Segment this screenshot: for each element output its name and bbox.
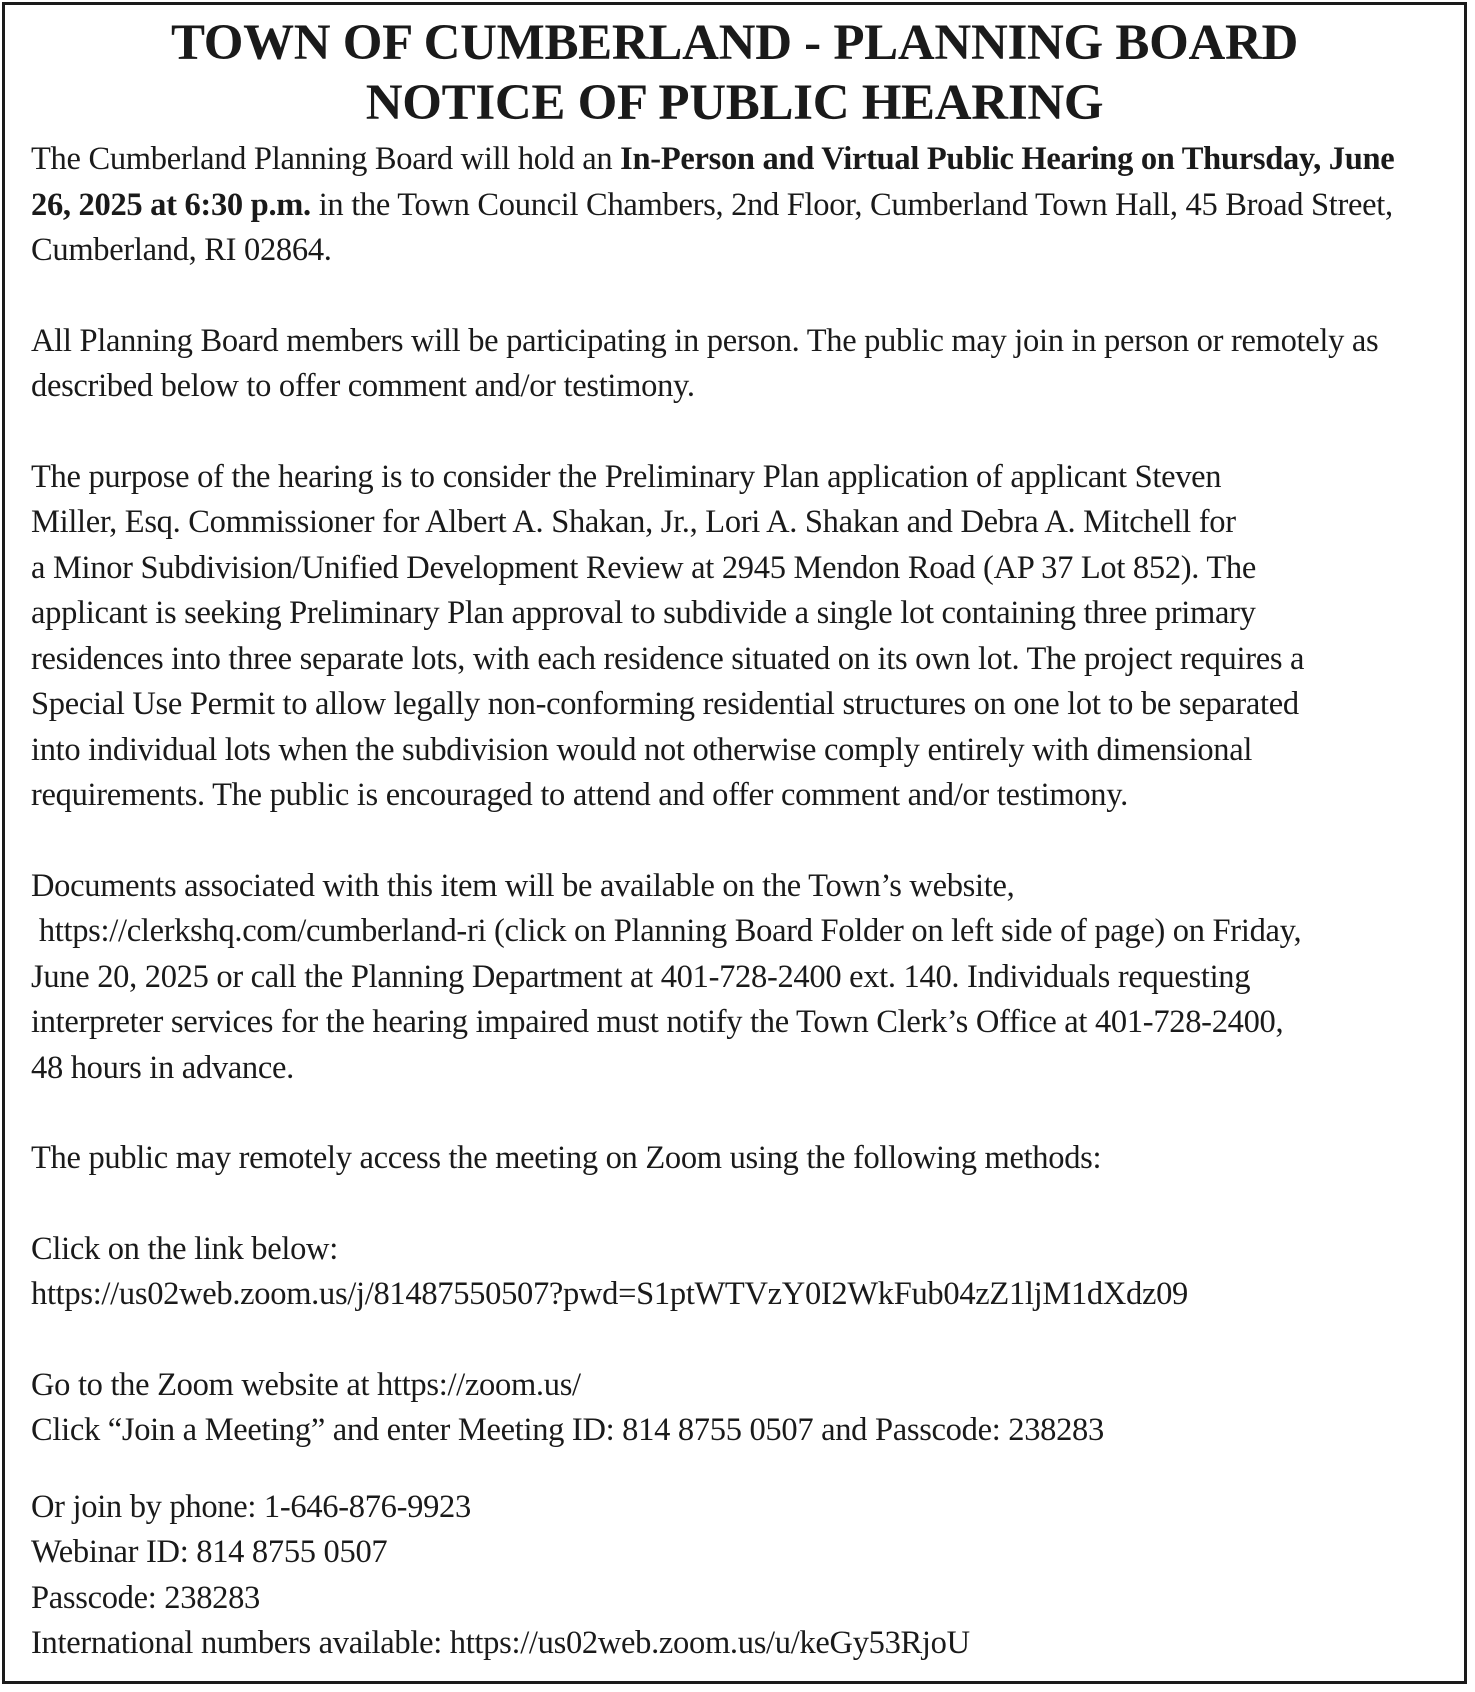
zoom-link-block bbox=[31, 1227, 1438, 1318]
purpose-line: The purpose of the hearing is to consider the Preliminary Plan application of applicant Steven bbox=[31, 458, 1222, 495]
webinar-id-line: Webinar ID: 814 8755 0507 bbox=[31, 1534, 388, 1570]
documents-line: 48 hours in advance. bbox=[31, 1049, 294, 1086]
spacer bbox=[31, 1318, 1438, 1363]
zoom-website-line[interactable]: Go to the Zoom website at https://zoom.us/ bbox=[31, 1366, 581, 1403]
phone-number-line: Or join by phone: 1-646-876-9923 bbox=[31, 1488, 471, 1525]
documents-line: interpreter services for the hearing impaired must notify the Town Clerk’s Office at 401-728-2400, bbox=[31, 1004, 1284, 1040]
participation-paragraph: All Planning Board members will be participating in person. The public may join in person or remotely as described below to offer comment and/or testimony. bbox=[31, 322, 1379, 404]
documents-paragraph bbox=[31, 864, 1438, 1092]
hearing-location-text: in the Town Council Chambers, 2nd Floor, Cumberland Town Hall, 45 Broad Street, Cumberland, RI 02864. bbox=[31, 186, 1393, 268]
purpose-line: requirements. The public is encouraged to attend and offer comment and/or testimony. bbox=[31, 777, 1128, 813]
purpose-line: Special Use Permit to allow legally non-conforming residential structures on one lot to be separated bbox=[31, 686, 1299, 722]
purpose-line: Miller, Esq. Commissioner for Albert A. Shakan, Jr., Lori A. Shakan and Debra A. Mitchell for bbox=[31, 504, 1236, 540]
zoom-join-instructions: Click “Join a Meeting” and enter Meeting ID: 814 8755 0507 and Passcode: 238283 bbox=[31, 1412, 1104, 1448]
hearing-details-paragraph bbox=[31, 137, 1438, 274]
zoom-meeting-link[interactable]: https://us02web.zoom.us/j/81487550507?pwd=S1ptWTVzY0I2WkFub04zZ1ljM1dXdz09 bbox=[31, 1276, 1189, 1312]
notice-header bbox=[31, 13, 1438, 133]
zoom-website-block bbox=[31, 1363, 1438, 1454]
passcode-line: Passcode: 238283 bbox=[31, 1579, 261, 1616]
notice-body bbox=[31, 137, 1438, 1667]
phone-join-block bbox=[31, 1485, 1438, 1667]
documents-line: June 20, 2025 or call the Planning Department at 401-728-2400 ext. 140. Individuals requesting bbox=[31, 958, 1251, 995]
spacer bbox=[31, 1454, 1438, 1485]
spacer bbox=[31, 1091, 1438, 1136]
international-numbers-line[interactable]: International numbers available: https://us02web.zoom.us/u/keGy53RjoU bbox=[31, 1625, 970, 1661]
spacer bbox=[31, 1182, 1438, 1227]
hearing-date-time: In-Person and Virtual Public Hearing on Thursday, June 26, 2025 at 6:30 p.m. bbox=[31, 141, 1395, 223]
zoom-link-label: Click on the link below: bbox=[31, 1230, 338, 1267]
spacer bbox=[31, 274, 1438, 319]
spacer bbox=[31, 410, 1438, 455]
purpose-line: residences into three separate lots, with each residence situated on its own lot. The project requires a bbox=[31, 640, 1305, 677]
purpose-line: applicant is seeking Preliminary Plan approval to subdivide a single lot containing three primary bbox=[31, 595, 1256, 631]
notice-title-line1: TOWN OF CUMBERLAND - PLANNING BOARD bbox=[170, 15, 1299, 71]
documents-line-with-website-link[interactable]: https://clerkshq.com/cumberland-ri (click on Planning Board Folder on left side of page) on Friday, bbox=[31, 913, 1302, 949]
hearing-intro-text: The Cumberland Planning Board will hold an bbox=[31, 141, 621, 177]
remote-access-intro: The public may remotely access the meeting on Zoom using the following methods: bbox=[31, 1140, 1102, 1176]
purpose-paragraph bbox=[31, 455, 1438, 819]
notice-title-line2: NOTICE OF PUBLIC HEARING bbox=[365, 75, 1104, 131]
documents-line: Documents associated with this item will be available on the Town’s website, bbox=[31, 867, 1015, 904]
public-hearing-notice bbox=[2, 2, 1467, 1684]
purpose-line: a Minor Subdivision/Unified Development Review at 2945 Mendon Road (AP 37 Lot 852). The bbox=[31, 549, 1256, 586]
spacer bbox=[31, 819, 1438, 864]
purpose-line: into individual lots when the subdivision would not otherwise comply entirely with dimensional bbox=[31, 731, 1253, 768]
